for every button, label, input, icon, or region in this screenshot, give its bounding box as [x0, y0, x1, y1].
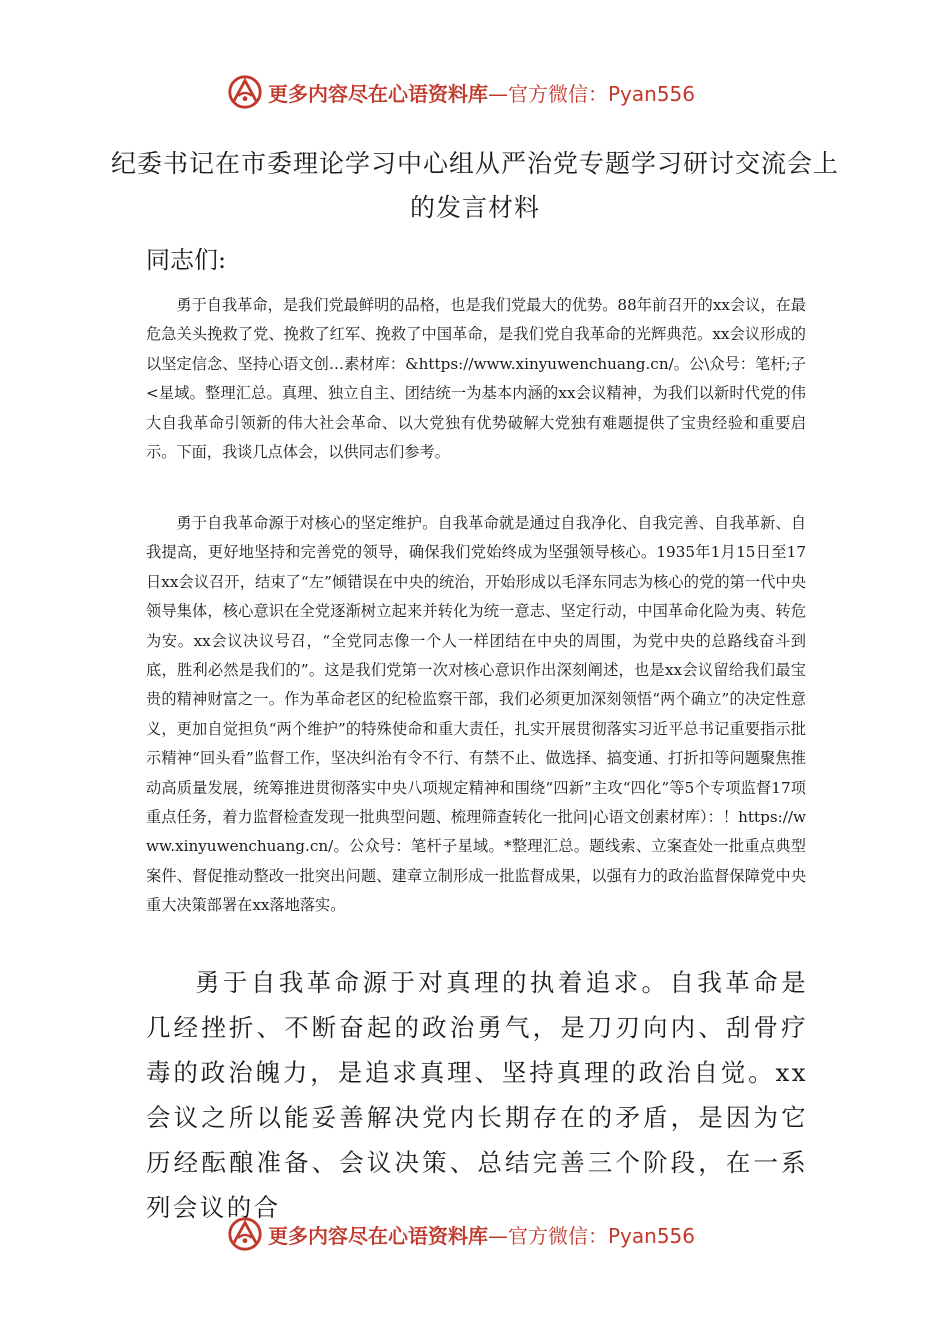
- paragraph-core: 勇于自我革命源于对核心的坚定维护。自我革命就是通过自我净化、自我完善、自我革新、自我提高，更好地坚持和完善党的领导，确保我们党始终成为坚强领导核心。1935年1月15日至17日xx会议召开，结束了“左”倾错误在中央的统治，开始形成以毛泽东同志为核心的党的第一代中央领导集体，核心意识在全党逐渐树立起来并转化为统一意志、坚定行动，中国革命化险为夷、转危为安。xx会议决议号召，“全党同志像一个人一样团结在中央的周围，为党中央的总路线奋斗到底，胜利必然是我们的”。这是我们党第一次对核心意识作出深刻阐述，也是xx会议留给我们最宝贵的精神财富之一。作为革命老区的纪检监察干部，我们必须更加深刻领悟“两个确立”的决定性意义，更加自觉担负“两个维护”的特殊使命和重大责任，扎实开展贯彻落实习近平总书记重要指示批示精神“回头看”监督工作，坚决纠治有令不行、有禁不止、做选择、搞变通、打折扣等问题聚焦推动高质量发展，统筹推进贯彻落实中央八项规定精神和围绕“四新”主攻“四化”等5个专项监督17项重点任务，着力监督检查发现一批典型问题、梳理筛查转化一批问|心语文创素材库）：！https://www.xinyuwenchuang.cn/。公众号：笔杆子星域。*整理汇总。题线索、立案查处一批重点典型案件、督促推动整改一批突出问题、建章立制形成一批监督成果，以强有力的政治监督保障党中央重大决策部署在xx落地落实。: [146, 514, 806, 915]
- brand-logo-icon: [226, 73, 264, 111]
- banner-text: [268, 78, 695, 107]
- banner-main-text: 更多内容尽在心语资料库: [268, 81, 488, 106]
- greeting: 同志们:: [146, 246, 227, 274]
- banner-dash: —: [488, 1223, 508, 1248]
- banner-wechat-label: 官方微信：: [508, 81, 608, 106]
- document-title: 纪委书记在市委理论学习中心组从严治党专题学习研讨交流会上的发言材料: [110, 149, 839, 222]
- banner-wechat-id: Pyan556: [608, 1223, 696, 1248]
- banner-main-text: 更多内容尽在心语资料库: [268, 1223, 488, 1248]
- banner-wechat-label: 官方微信：: [508, 1223, 608, 1248]
- paragraph-intro: 勇于自我革命，是我们党最鲜明的品格，也是我们党最大的优势。88年前召开的xx会议，在最危急关头挽救了党、挽救了红军、挽救了中国革命，是我们党自我革命的光辉典范。xx会议形成的以坚定信念、坚持心语文创…素材库：&https://www.xinyuwenchuang.cn/。公\众号：笔杆;子<星域。整理汇总。真理、独立自主、团结统一为基本内涵的xx会议精神，为我们以新时代党的伟大自我革命引领新的伟大社会革命、以大党独有优势破解大党独有难题提供了宝贵经验和重要启示。下面，我谈几点体会，以供同志们参考。: [146, 296, 806, 462]
- banner-dash: —: [488, 81, 508, 106]
- banner-wechat-id: Pyan556: [608, 81, 696, 106]
- paragraph-truth: 勇于自我革命源于对真理的执着追求。自我革命是几经挫折、不断奋起的政治勇气，是刀刃向内、刮骨疗毒的政治魄力，是追求真理、坚持真理的政治自觉。xx会议之所以能妥善解决党内长期存在的矛盾，是因为它历经酝酿准备、会议决策、总结完善三个阶段，在一系列会议的合: [146, 968, 808, 1222]
- banner-text: [268, 1220, 695, 1249]
- header-banner: [226, 72, 746, 112]
- footer-banner: [226, 1214, 746, 1254]
- brand-logo-icon: [226, 1215, 264, 1253]
